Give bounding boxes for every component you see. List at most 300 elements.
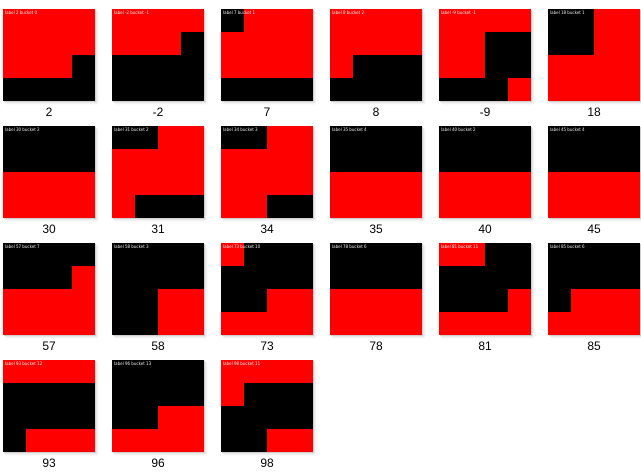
thumbnail-image[interactable] [221, 243, 313, 335]
red-block [3, 32, 26, 55]
thumbnail-image[interactable] [330, 126, 422, 218]
red-block [548, 195, 571, 218]
black-block [290, 78, 313, 101]
black-block [158, 383, 181, 406]
black-block [508, 149, 531, 172]
red-block [49, 195, 72, 218]
red-block [49, 55, 72, 78]
black-block [26, 78, 49, 101]
thumbnail-tag: label 31 bucket 2 [114, 127, 149, 132]
thumbnail-caption: 85 [587, 339, 601, 353]
black-block [244, 266, 267, 289]
black-block [485, 243, 508, 266]
thumbnail-item[interactable] [111, 234, 221, 353]
thumbnail-image[interactable] [548, 243, 640, 335]
black-block [462, 78, 485, 101]
black-block [617, 126, 640, 149]
black-block [617, 149, 640, 172]
thumbnail-caption: 96 [151, 456, 165, 470]
thumbnail-caption: 93 [42, 456, 56, 470]
red-block [244, 312, 267, 335]
red-block [290, 289, 313, 312]
red-block [617, 312, 640, 335]
black-block [49, 78, 72, 101]
black-block [594, 149, 617, 172]
black-block [135, 78, 158, 101]
thumbnail-image[interactable] [221, 126, 313, 218]
red-block [112, 32, 135, 55]
thumbnail-item[interactable] [111, 117, 221, 236]
black-block [439, 289, 462, 312]
red-block [26, 32, 49, 55]
red-block [267, 360, 290, 383]
red-block [485, 9, 508, 32]
thumbnail-image[interactable] [330, 9, 422, 101]
black-block [3, 383, 26, 406]
red-block [3, 172, 26, 195]
black-block [571, 149, 594, 172]
black-block [3, 149, 26, 172]
red-block [462, 195, 485, 218]
red-block [135, 429, 158, 452]
red-block [267, 55, 290, 78]
black-block [135, 312, 158, 335]
red-block [112, 429, 135, 452]
red-block [376, 9, 399, 32]
thumbnail-tag: label 7 bucket 1 [223, 10, 256, 15]
black-block [290, 383, 313, 406]
black-block [439, 149, 462, 172]
black-block [399, 126, 422, 149]
thumbnail-tag: label 35 bucket 4 [332, 127, 367, 132]
red-block [221, 55, 244, 78]
thumbnail-item[interactable] [438, 117, 548, 236]
red-block [353, 289, 376, 312]
black-block [548, 149, 571, 172]
thumbnail-image[interactable] [112, 126, 204, 218]
thumbnail-image[interactable] [3, 9, 95, 101]
red-block [290, 149, 313, 172]
red-block [72, 9, 95, 32]
thumbnail-item[interactable] [547, 117, 641, 236]
thumbnail-item[interactable] [547, 234, 641, 353]
red-block [485, 172, 508, 195]
red-block [26, 289, 49, 312]
red-block [462, 172, 485, 195]
red-block [571, 172, 594, 195]
black-block [135, 55, 158, 78]
thumbnail-image[interactable] [439, 126, 531, 218]
thumbnail-image[interactable] [330, 243, 422, 335]
red-block [376, 312, 399, 335]
thumbnail-tag: label 93 bucket 12 [5, 361, 43, 366]
thumbnail-tag: label 85 bucket 6 [550, 244, 585, 249]
black-block [244, 78, 267, 101]
red-block [439, 55, 462, 78]
red-block [181, 9, 204, 32]
thumbnail-caption: 57 [42, 339, 56, 353]
black-block [548, 289, 571, 312]
thumbnail-tag: label 73 bucket 10 [223, 244, 261, 249]
thumbnail-tag: label 57 bucket 7 [5, 244, 40, 249]
red-block [49, 9, 72, 32]
black-block [26, 383, 49, 406]
thumbnail-item[interactable] [329, 117, 439, 236]
red-block [49, 429, 72, 452]
red-block [617, 55, 640, 78]
black-block [72, 55, 95, 78]
red-block [181, 289, 204, 312]
red-block [158, 289, 181, 312]
red-block [376, 32, 399, 55]
red-block [158, 149, 181, 172]
black-block [244, 289, 267, 312]
thumbnail-caption: 45 [587, 222, 601, 236]
black-block [181, 55, 204, 78]
red-block [399, 195, 422, 218]
black-block [135, 406, 158, 429]
black-block [508, 55, 531, 78]
thumbnail-tag: label 98 bucket 11 [223, 361, 261, 366]
red-block [267, 32, 290, 55]
thumbnail-tag: label 2 bucket 0 [5, 10, 38, 15]
black-block [399, 243, 422, 266]
red-block [112, 149, 135, 172]
black-block [181, 78, 204, 101]
red-block [72, 360, 95, 383]
red-block [49, 289, 72, 312]
thumbnail-tag: label 30 bucket 2 [5, 127, 40, 132]
red-block [330, 195, 353, 218]
black-block [508, 126, 531, 149]
red-block [485, 312, 508, 335]
black-block [594, 243, 617, 266]
black-block [399, 78, 422, 101]
thumbnail-caption: -2 [152, 105, 164, 119]
thumbnail-item[interactable] [111, 351, 221, 470]
red-block [594, 9, 617, 32]
red-block [181, 149, 204, 172]
red-block [267, 312, 290, 335]
black-block [135, 289, 158, 312]
red-block [485, 195, 508, 218]
red-block [26, 55, 49, 78]
red-block [399, 312, 422, 335]
red-block [26, 195, 49, 218]
black-block [508, 266, 531, 289]
black-block [26, 266, 49, 289]
black-block [376, 149, 399, 172]
black-block [439, 266, 462, 289]
black-block [399, 266, 422, 289]
red-block [330, 55, 353, 78]
black-block [72, 406, 95, 429]
black-block [158, 195, 181, 218]
black-block [485, 32, 508, 55]
red-block [439, 32, 462, 55]
red-block [439, 195, 462, 218]
red-block [617, 195, 640, 218]
red-block [181, 172, 204, 195]
black-block [135, 266, 158, 289]
black-block [72, 243, 95, 266]
red-block [290, 126, 313, 149]
thumbnail-item[interactable] [547, 0, 641, 119]
black-block [221, 406, 244, 429]
red-block [244, 172, 267, 195]
black-block [112, 312, 135, 335]
thumbnail-item[interactable] [220, 117, 330, 236]
thumbnail-item[interactable] [2, 117, 112, 236]
black-block [3, 406, 26, 429]
red-block [244, 149, 267, 172]
black-block [135, 195, 158, 218]
black-block [244, 383, 267, 406]
red-block [571, 78, 594, 101]
thumbnail-image[interactable] [439, 243, 531, 335]
red-block [508, 78, 531, 101]
thumbnail-item[interactable] [2, 0, 112, 119]
thumbnail-tag: label 34 bucket 3 [223, 127, 258, 132]
black-block [49, 406, 72, 429]
black-block [548, 32, 571, 55]
red-block [290, 172, 313, 195]
thumbnail-image[interactable] [221, 9, 313, 101]
black-block [72, 149, 95, 172]
black-block [290, 195, 313, 218]
red-block [508, 172, 531, 195]
red-block [594, 312, 617, 335]
thumbnail-tag: label 18 bucket 1 [550, 10, 585, 15]
red-block [72, 195, 95, 218]
thumbnail-caption: 31 [151, 222, 165, 236]
red-block [353, 32, 376, 55]
red-block [3, 195, 26, 218]
red-block [181, 429, 204, 452]
red-block [571, 312, 594, 335]
red-block [462, 312, 485, 335]
black-block [3, 266, 26, 289]
red-block [330, 312, 353, 335]
black-block [267, 195, 290, 218]
black-block [485, 266, 508, 289]
black-block [376, 55, 399, 78]
black-block [244, 406, 267, 429]
black-block [49, 266, 72, 289]
black-block [221, 429, 244, 452]
black-block [290, 406, 313, 429]
black-block [617, 243, 640, 266]
red-block [112, 195, 135, 218]
red-block [3, 312, 26, 335]
black-block [267, 383, 290, 406]
thumbnail-image[interactable] [3, 243, 95, 335]
black-block [112, 55, 135, 78]
black-block [158, 360, 181, 383]
red-block [49, 360, 72, 383]
red-block [594, 172, 617, 195]
red-block [462, 55, 485, 78]
black-block [26, 406, 49, 429]
red-block [462, 32, 485, 55]
black-block [158, 78, 181, 101]
black-block [462, 149, 485, 172]
red-block [49, 32, 72, 55]
red-block [221, 312, 244, 335]
thumbnail-tag: label 78 bucket 6 [332, 244, 367, 249]
red-block [290, 9, 313, 32]
black-block [181, 266, 204, 289]
red-block [617, 9, 640, 32]
red-block [548, 172, 571, 195]
thumbnail-item[interactable] [438, 234, 548, 353]
black-block [594, 126, 617, 149]
red-block [548, 312, 571, 335]
red-block [594, 289, 617, 312]
red-block [267, 9, 290, 32]
red-block [267, 289, 290, 312]
thumbnail-caption: 40 [478, 222, 492, 236]
black-block [571, 266, 594, 289]
thumbnail-tag: label 58 bucket 3 [114, 244, 149, 249]
thumbnail-caption: 81 [478, 339, 492, 353]
black-block [26, 149, 49, 172]
black-block [181, 32, 204, 55]
red-block [399, 32, 422, 55]
red-block [158, 429, 181, 452]
thumbnail-image[interactable] [548, 9, 640, 101]
black-block [376, 78, 399, 101]
black-block [399, 149, 422, 172]
black-block [594, 266, 617, 289]
thumbnail-image[interactable] [112, 360, 204, 452]
thumbnail-tag: label -2 bucket -1 [114, 10, 149, 15]
red-block [290, 55, 313, 78]
red-block [72, 289, 95, 312]
red-block [399, 172, 422, 195]
black-block [72, 126, 95, 149]
red-block [135, 172, 158, 195]
black-block [112, 406, 135, 429]
black-block [571, 32, 594, 55]
black-block [181, 360, 204, 383]
red-block [49, 172, 72, 195]
black-block [353, 266, 376, 289]
thumbnail-image[interactable] [3, 360, 95, 452]
black-block [72, 383, 95, 406]
black-block [439, 78, 462, 101]
red-block [72, 312, 95, 335]
thumbnail-item[interactable] [220, 0, 330, 119]
thumbnail-image[interactable] [3, 126, 95, 218]
red-block [158, 9, 181, 32]
thumbnail-image[interactable] [439, 9, 531, 101]
thumbnail-item[interactable] [220, 351, 330, 470]
red-block [26, 172, 49, 195]
red-block [158, 126, 181, 149]
thumbnail-image[interactable] [221, 360, 313, 452]
black-block [112, 289, 135, 312]
red-block [267, 172, 290, 195]
black-block [267, 406, 290, 429]
black-block [508, 32, 531, 55]
red-block [330, 289, 353, 312]
red-block [353, 195, 376, 218]
thumbnail-caption: 58 [151, 339, 165, 353]
red-block [548, 55, 571, 78]
red-block [181, 126, 204, 149]
red-block [267, 149, 290, 172]
thumbnail-image[interactable] [548, 126, 640, 218]
thumbnail-caption: 8 [372, 105, 380, 119]
red-block [221, 195, 244, 218]
thumbnail-item[interactable] [220, 234, 330, 353]
red-block [158, 172, 181, 195]
red-block [508, 312, 531, 335]
thumbnail-item[interactable] [2, 351, 112, 470]
thumbnail-caption: 35 [369, 222, 383, 236]
thumbnail-image[interactable] [112, 9, 204, 101]
black-block [49, 126, 72, 149]
black-block [376, 243, 399, 266]
red-block [399, 9, 422, 32]
thumbnail-tag: label 96 bucket 13 [114, 361, 152, 366]
red-block [439, 312, 462, 335]
red-block [158, 406, 181, 429]
black-block [485, 149, 508, 172]
thumbnail-tag: label 8 bucket 2 [332, 10, 365, 15]
black-block [267, 266, 290, 289]
black-block [135, 383, 158, 406]
thumbnail-caption: 30 [42, 222, 56, 236]
thumbnail-caption: 2 [45, 105, 53, 119]
thumbnail-caption: 98 [260, 456, 274, 470]
black-block [485, 55, 508, 78]
black-block [353, 78, 376, 101]
red-block [135, 32, 158, 55]
red-block [135, 149, 158, 172]
black-block [290, 266, 313, 289]
black-block [3, 429, 26, 452]
black-block [485, 289, 508, 312]
black-block [267, 243, 290, 266]
red-block [26, 312, 49, 335]
red-block [508, 195, 531, 218]
red-block [72, 172, 95, 195]
red-block [3, 55, 26, 78]
thumbnail-item[interactable] [111, 0, 221, 119]
thumbnail-image[interactable] [112, 243, 204, 335]
thumbnail-item[interactable] [2, 234, 112, 353]
black-block [462, 266, 485, 289]
black-block [290, 243, 313, 266]
black-block [376, 126, 399, 149]
black-block [49, 383, 72, 406]
black-block [181, 195, 204, 218]
red-block [508, 289, 531, 312]
red-block [221, 149, 244, 172]
black-block [244, 429, 267, 452]
thumbnail-item[interactable] [438, 0, 548, 119]
thumbnail-item[interactable] [329, 234, 439, 353]
black-block [330, 149, 353, 172]
black-block [112, 383, 135, 406]
red-block [221, 32, 244, 55]
red-block [290, 312, 313, 335]
red-block [617, 32, 640, 55]
thumbnail-caption: 34 [260, 222, 274, 236]
thumbnail-item[interactable] [329, 0, 439, 119]
